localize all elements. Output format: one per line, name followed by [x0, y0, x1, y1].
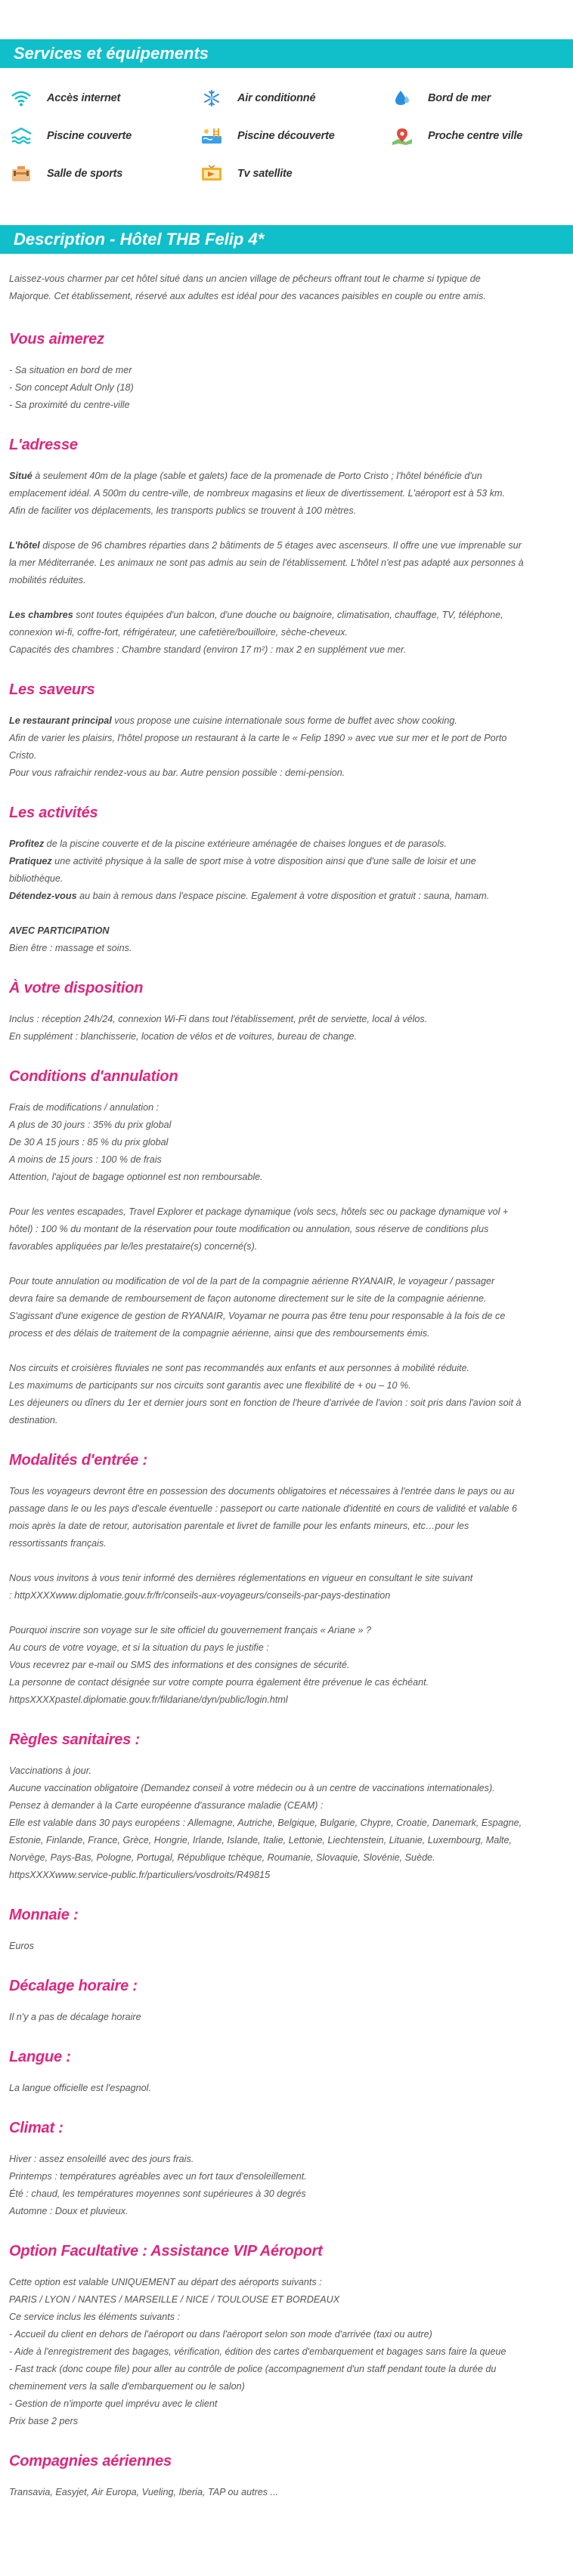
aimerez-list [9, 362, 564, 414]
description-content [0, 270, 573, 2501]
map-pin-icon [389, 127, 416, 145]
climat-text: Hiver : assez ensoleillé avec des jours frais. Printemps : températures agréables avec un fort taux d'ensoleillement. Été : chaud, les températures moyennes sont supérieures à 30 degrés Automne : Doux et pluvieux. [9, 2154, 307, 2216]
list-item: - Sa situation en bord de mer [9, 365, 132, 375]
monnaie-text: Euros [9, 1941, 34, 1951]
compagnies-text: Transavia, Easyjet, Air Europa, Vueling, Iberia, TAP ou autres ... [9, 2487, 279, 2497]
vip-text: Cette option est valable UNIQUEMENT au départ des aéroports suivants : PARIS / LYON / NANTES / MARSEILLE / NICE / TOULOUSE ET BORDEAUX Ce service inclus les éléments suivants : - Accueil du client en dehors de l'aéroport ou dans l'aéroport selon son mode d'arrivée (taxi ou autre) - Aide à l'enregistrement des bagages, vérification, édition des cartes d'embarquement et bagages sans faire la queue - Fast track (donc coupe file) pour aller au contrôle de police (accompagnement d'un staff pendant toute la durée du cheminement vers la salle d'embarquement ou le salon) - Gestion de n'importe quel imprévu avec le client Prix base 2 pers [9, 2277, 506, 2426]
gym-icon [8, 165, 35, 183]
section-title-compagnies: Compagnies aériennes [9, 2453, 172, 2469]
section-title-vip: Option Facultative : Assistance VIP Aéroport [9, 2243, 323, 2259]
list-item: - Sa proximité du centre-ville [9, 400, 130, 410]
amenity-label: Bord de mer [428, 92, 491, 104]
entree-text: Tous les voyageurs devront être en possession des documents obligatoires et nécessaires à l'entrée dans le pays ou au passage dans le ou les pays d'escale éventuelle : passeport ou carte nationale d'identité en cours de validité et valable 6 mois après la date de retour, autorisation parentale et livret de famille pour les enfants mineurs, etc…pour les ressortissants français. Nous vous invitons à vous tenir informé des dernières réglementations en vigueur en consultant le site suivant : httpXXXXwww.diplomatie.gouv.fr/fr/conseils-aux-voyageurs/conseils-par-pays-destination Pourquoi inscrire son voyage sur le site officiel du gouvernement français « Ariane » ? Au cours de votre voyage, et si la situation du pays le justifie : Vous recevrez par e-mail ou SMS des informations et des consignes de sécurité. La personne de contact désignée sur votre compte pourra également être prévenue le cas échéant. httpsXXXXpastel.diplomatie.gouv.fr/fildariane/dyn/public/login.html [9, 1486, 518, 1705]
section-title-disposition: À votre disposition [9, 980, 144, 996]
decalage-text: Il n'y a pas de décalage horaire [9, 2012, 141, 2022]
intro-text: Laissez-vous charmer par cet hôtel situé dans un ancien village de pêcheurs offrant tout le charme si typique de Majorque. Cet établissement, réservé aux adultes est idéal pour des vacances paisibles en couple ou entre amis. [9, 273, 486, 301]
amenity-label: Accès internet [47, 92, 121, 104]
wifi-icon [8, 89, 35, 107]
water-drop-icon [389, 89, 416, 107]
description-title: Description - Hôtel THB Felip 4* [14, 230, 265, 249]
indoor-pool-icon [8, 127, 35, 145]
snowflake-icon [198, 89, 225, 107]
tv-icon [198, 165, 225, 183]
avec-participation-title: AVEC PARTICIPATION [9, 925, 110, 936]
amenities-grid [0, 68, 573, 201]
amenity-tv [198, 165, 389, 183]
disposition-text: Inclus : réception 24h/24, connexion Wi-Fi dans tout l'établissement, prêt de serviette, local à vélos. En supplément : blanchisserie, location de vélos et de voitures, bureau de change. [9, 1014, 428, 1042]
amenity-label: Air conditionné [237, 92, 316, 104]
section-title-adresse: L'adresse [9, 437, 78, 453]
section-title-aimerez: Vous aimerez [9, 331, 104, 347]
services-title: Services et équipements [14, 44, 209, 63]
activites-text: Profitez de la piscine couverte et de la piscine extérieure aménagée de chaises longues et de parasols. Pratiquez une activité physique à la salle de sport mise à votre disposition ainsi que d'une salle de loisir et une bibliothèque. Détendez-vous au bain à remous dans l'espace piscine. Egalement à votre disposition et gratuit : sauna, hamam. AVEC PARTICIPATION Bien être : massage et soins. [9, 839, 490, 953]
amenity-label: Proche centre ville [428, 130, 523, 142]
langue-text: La langue officielle est l'espagnol. [9, 2083, 151, 2093]
section-title-decalage: Décalage horaire : [9, 1978, 138, 1994]
page [0, 39, 573, 2531]
amenity-internet [8, 89, 198, 107]
amenity-city-center [389, 127, 573, 145]
services-header [0, 39, 573, 68]
section-title-saveurs: Les saveurs [9, 681, 95, 698]
amenity-indoor-pool [8, 127, 198, 145]
section-title-annulation: Conditions d'annulation [9, 1068, 178, 1085]
annulation-text: Frais de modifications / annulation : A plus de 30 jours : 35% du prix global De 30 A 15 jours : 85 % du prix global A moins de 15 jours : 100 % de frais Attention, l'ajout de bagage optionnel est non remboursable. Pour les ventes escapades, Travel Explorer et package dynamique (vols secs, hôtels sec ou package dynamique vol + hôtel) : 100 % du montant de la réservation pour toute modification ou annulation, sous réserve de conditions plus favorables appliquées par le/les prestataire(s) concerné(s). Pour toute annulation ou modification de vol de la part de la compagnie aérienne RYANAIR, le voyageur / passager devra faire sa demande de remboursement de façon autonome directement sur le site de la compagnie aérienne. S'agissant d'une exigence de gestion de RYANAIR, Voyamar ne pourra pas être tenu pour responsable à la fois de ce process et des délais de traitement de la compagnie aérienne, ainsi que des remboursements émis. Nos circuits et croisières fluviales ne sont pas recommandés aux enfants et aux personnes à mobilité réduite. Les maximums de participants sur nos circuits sont garantis avec une flexibilité de + ou – 10 %. Les déjeuners ou dîners du 1er et dernier jours sont en fonction de l'heure d'arrivée de l'avion : soit pris dans l'avion soit à destination. [9, 1102, 522, 1425]
section-title-sanitaires: Règles sanitaires : [9, 1731, 140, 1748]
amenity-air-conditioning [198, 89, 389, 107]
section-title-langue: Langue : [9, 2049, 71, 2065]
section-title-entree: Modalités d'entrée : [9, 1452, 148, 1469]
amenity-gym [8, 165, 198, 183]
description-header [0, 225, 573, 254]
section-title-activites: Les activités [9, 805, 98, 821]
section-title-monnaie: Monnaie : [9, 1907, 79, 1923]
adresse-text: Situé à seulement 40m de la plage (sable et galets) face de la promenade de Porto Cristo ; l'hôtel bénéficie d'un emplacement idéal. A 500m du centre-ville, de nombreux magasins et lieux de divertissement. L'aéroport est à 53 km. Afin de faciliter vos déplacements, les transports publics se trouvent à 100 mètres. L'hôtel dispose de 96 chambres réparties dans 2 bâtiments de 5 étages avec ascenseurs. Il offre une vue imprenable sur la mer Méditerranée. Les animaux ne sont pas admis au sein de l'établissement. L'hôtel n'est pas adapté aux personnes à mobilités réduites. Les chambres sont toutes équipées d'un balcon, d'une douche ou baignoire, climatisation, chauffage, TV, téléphone, connexion wi-fi, coffre-fort, réfrigérateur, une cafetière/bouilloire, sèche-cheveux. Capacités des chambres : Chambre standard (environ 17 m²) : max 2 en supplément vue mer. [9, 471, 524, 655]
outdoor-pool-icon [198, 127, 225, 145]
section-title-climat: Climat : [9, 2120, 63, 2136]
list-item: - Son concept Adult Only (18) [9, 382, 134, 393]
amenity-label: Piscine découverte [237, 130, 335, 142]
sanitaires-text: Vaccinations à jour. Aucune vaccination obligatoire (Demandez conseil à votre médecin ou à un centre de vaccinations internationales). Pensez à demander à la Carte européenne d'assurance maladie (CEAM) : Elle est valable dans 30 pays européens : Allemagne, Autriche, Belgique, Bulgarie, Chypre, Croatie, Danemark, Espagne, Estonie, Finlande, France, Grèce, Hongrie, Irlande, Islande, Italie, Lettonie, Liechtenstein, Lituanie, Luxembourg, Malte, Norvège, Pays-Bas, Pologne, Portugal, République tchèque, Roumanie, Slovaquie, Slovénie, Suède. httpsXXXXwww.service-public.fr/particuliers/vosdroits/R49815 [9, 1765, 522, 1880]
amenity-label: Piscine couverte [47, 130, 132, 142]
amenity-outdoor-pool [198, 127, 389, 145]
saveurs-text: Le restaurant principal vous propose une cuisine internationale sous forme de buffet avec show cooking. Afin de varier les plaisirs, l'hôtel propose un restaurant à la carte le « Felip 1890 » avec vue sur mer et le port de Porto Cristo. Pour vous rafraichir rendez-vous au bar. Autre pension possible : demi-pension. [9, 715, 507, 778]
amenity-label: Tv satellite [237, 168, 293, 180]
amenity-label: Salle de sports [47, 168, 123, 180]
amenity-sea [389, 89, 573, 107]
